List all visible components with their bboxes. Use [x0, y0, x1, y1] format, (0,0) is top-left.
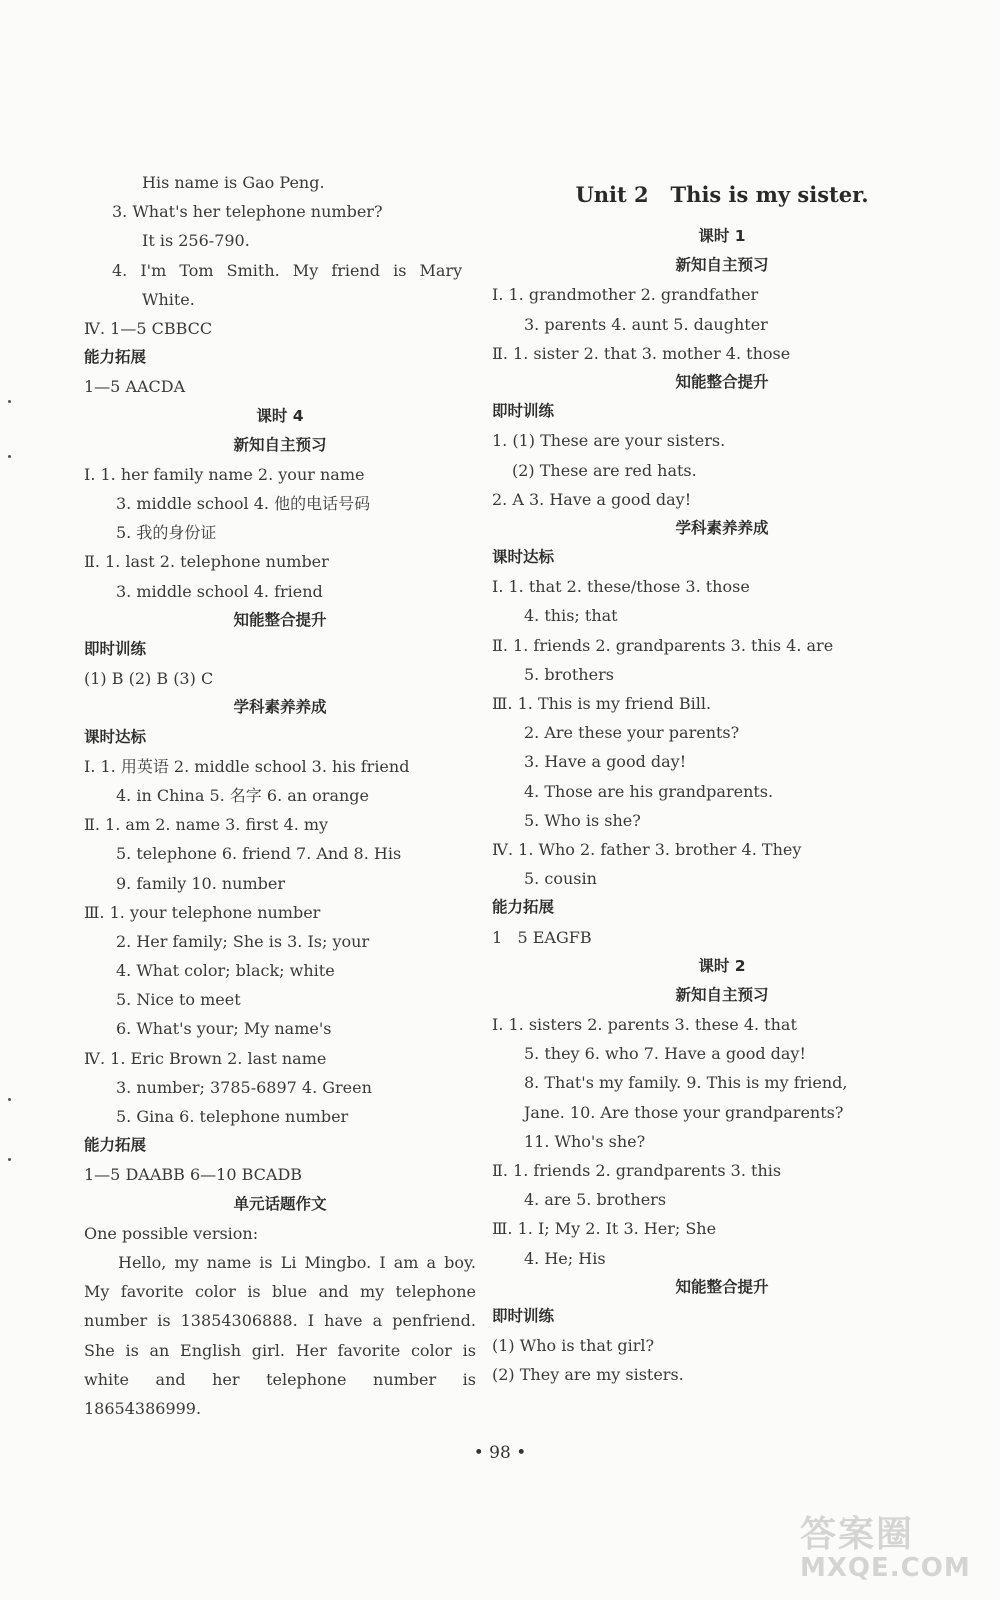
- answer-line: 3. Have a good day!: [524, 752, 687, 772]
- answer-line: (1) B (2) B (3) C: [84, 669, 214, 689]
- watermark-logo: [800, 1506, 980, 1586]
- answer-line: Ⅱ. 1. am 2. name 3. first 4. my: [84, 815, 329, 835]
- section-heading: 课时达标: [84, 727, 147, 746]
- section-heading: 学科素养养成: [675, 518, 769, 537]
- answer-line: 1—5 AACDA: [84, 377, 186, 397]
- left-column: [84, 168, 476, 1423]
- answer-line: 4. I'm Tom Smith. My friend is Mary: [112, 260, 463, 280]
- answer-line: 5. 我的身份证: [116, 523, 217, 543]
- section-heading: 新知自主预习: [675, 256, 769, 275]
- answer-line: Ⅱ. 1. sister 2. that 3. mother 4. those: [492, 343, 791, 363]
- answer-line: Ⅱ. 1. friends 2. grandparents 3. this: [492, 1161, 782, 1180]
- answer-line: 4. He; His: [524, 1248, 606, 1268]
- answer-line: 5. brothers: [524, 664, 614, 684]
- section-heading: 能力拓展: [84, 1136, 147, 1155]
- answer-line: Ⅰ. 1. grandmother 2. grandfather: [492, 285, 759, 305]
- watermark-top: 答案圈: [800, 1514, 915, 1555]
- answer-line: Ⅰ. 1. her family name 2. your name: [84, 464, 365, 484]
- answer-line: 5. cousin: [524, 869, 597, 889]
- margin-dot: [8, 1098, 11, 1101]
- answer-line: 4. in China 5. 名字 6. an orange: [116, 785, 370, 805]
- section-heading: 能力拓展: [492, 898, 555, 917]
- lesson-heading: 课时 1: [698, 227, 746, 245]
- right-column: [492, 168, 952, 1390]
- margin-dot: [8, 400, 11, 403]
- lesson-heading: 课时 4: [256, 406, 304, 425]
- answer-line: Jane. 10. Are those your grandparents?: [524, 1102, 844, 1122]
- answer-line: White.: [142, 289, 195, 309]
- answer-line: 5. telephone 6. friend 7. And 8. His: [116, 844, 402, 864]
- answer-line: 1 5 EAGFB: [492, 927, 592, 947]
- section-heading: 单元话题作文: [233, 1194, 327, 1213]
- answer-line: 5. Gina 6. telephone number: [116, 1107, 349, 1126]
- answer-line: 2. A 3. Have a good day!: [492, 489, 692, 509]
- page-number: • 98 •: [473, 1443, 527, 1463]
- margin-dot: [8, 1158, 11, 1161]
- answer-line: 2. Are these your parents?: [524, 723, 740, 743]
- answer-line: 2. Her family; She is 3. Is; your: [116, 931, 370, 951]
- answer-line: (2) These are red hats.: [512, 460, 697, 480]
- margin-dot: [8, 455, 11, 458]
- section-heading: 学科素养养成: [233, 698, 327, 717]
- answer-line: Ⅲ. 1. your telephone number: [84, 902, 321, 922]
- answer-line: It is 256-790.: [142, 231, 250, 251]
- section-heading: 新知自主预习: [675, 985, 769, 1004]
- answer-line: 4. What color; black; white: [116, 961, 335, 981]
- section-heading: 即时训练: [84, 640, 147, 658]
- answer-line: 1—5 DAABB 6—10 BCADB: [84, 1165, 303, 1185]
- answer-line: 1. (1) These are your sisters.: [492, 431, 726, 451]
- answer-line: Ⅰ. 1. sisters 2. parents 3. these 4. that: [492, 1015, 797, 1035]
- section-heading: 即时训练: [492, 402, 555, 421]
- answer-line: 4. are 5. brothers: [524, 1190, 667, 1210]
- answer-line: Ⅱ. 1. friends 2. grandparents 3. this 4. are: [492, 635, 834, 655]
- section-heading: 能力拓展: [84, 348, 147, 367]
- unit-title: Unit 2 This is my sister.: [575, 182, 869, 207]
- answer-line: 3. number; 3785-6897 4. Green: [116, 1077, 372, 1097]
- answer-line: His name is Gao Peng.: [142, 173, 325, 192]
- answer-line: Ⅳ. 1. Eric Brown 2. last name: [84, 1048, 327, 1068]
- answer-line: 5. Who is she?: [524, 810, 641, 830]
- section-heading: 课时达标: [492, 548, 555, 567]
- essay-text: Hello, my name is Li Mingbo. I am a boy. My favorite color is blue and my telephone number is 13854306888. I have a penfriend. She is an English girl. Her favorite color is white and her telephone number is 18654386999.: [84, 1252, 476, 1418]
- model-essay: [84, 1248, 476, 1423]
- answer-line: 3. What's her telephone number?: [112, 202, 383, 222]
- answer-line: 3. parents 4. aunt 5. daughter: [524, 314, 768, 334]
- answer-line: Ⅲ. 1. I; My 2. It 3. Her; She: [492, 1219, 717, 1239]
- answer-line: 3. middle school 4. 他的电话号码: [116, 494, 371, 514]
- watermark-bottom: MXQE.COM: [800, 1553, 971, 1583]
- section-heading: 知能整合提升: [675, 1277, 769, 1296]
- answer-line: Ⅱ. 1. last 2. telephone number: [84, 552, 329, 572]
- answer-line: Ⅳ. 1. Who 2. father 3. brother 4. They: [492, 839, 802, 859]
- answer-line: Ⅲ. 1. This is my friend Bill.: [492, 694, 712, 713]
- answer-line: 6. What's your; My name's: [116, 1019, 332, 1039]
- section-heading: 新知自主预习: [233, 435, 327, 454]
- answer-line: One possible version:: [84, 1223, 259, 1243]
- answer-line: 3. middle school 4. friend: [116, 581, 323, 601]
- answer-line: 11. Who's she?: [524, 1131, 646, 1151]
- section-heading: 知能整合提升: [675, 372, 769, 391]
- lesson-heading: 课时 2: [698, 956, 746, 975]
- answer-line: 5. Nice to meet: [116, 990, 241, 1010]
- answer-line: (2) They are my sisters.: [492, 1365, 684, 1385]
- answer-line: Ⅳ. 1—5 CBBCC: [84, 318, 213, 338]
- answer-line: 8. That's my family. 9. This is my friend,: [524, 1073, 848, 1093]
- answer-line: Ⅰ. 1. that 2. these/those 3. those: [492, 577, 750, 597]
- answer-line: (1) Who is that girl?: [492, 1336, 655, 1356]
- answer-line: Ⅰ. 1. 用英语 2. middle school 3. his friend: [84, 756, 410, 776]
- answer-line: 4. this; that: [524, 606, 618, 626]
- section-heading: 知能整合提升: [233, 610, 327, 629]
- answer-line: 9. family 10. number: [116, 873, 286, 893]
- answer-line: 4. Those are his grandparents.: [524, 781, 774, 801]
- section-heading: 即时训练: [492, 1306, 555, 1325]
- answer-line: 5. they 6. who 7. Have a good day!: [524, 1044, 806, 1064]
